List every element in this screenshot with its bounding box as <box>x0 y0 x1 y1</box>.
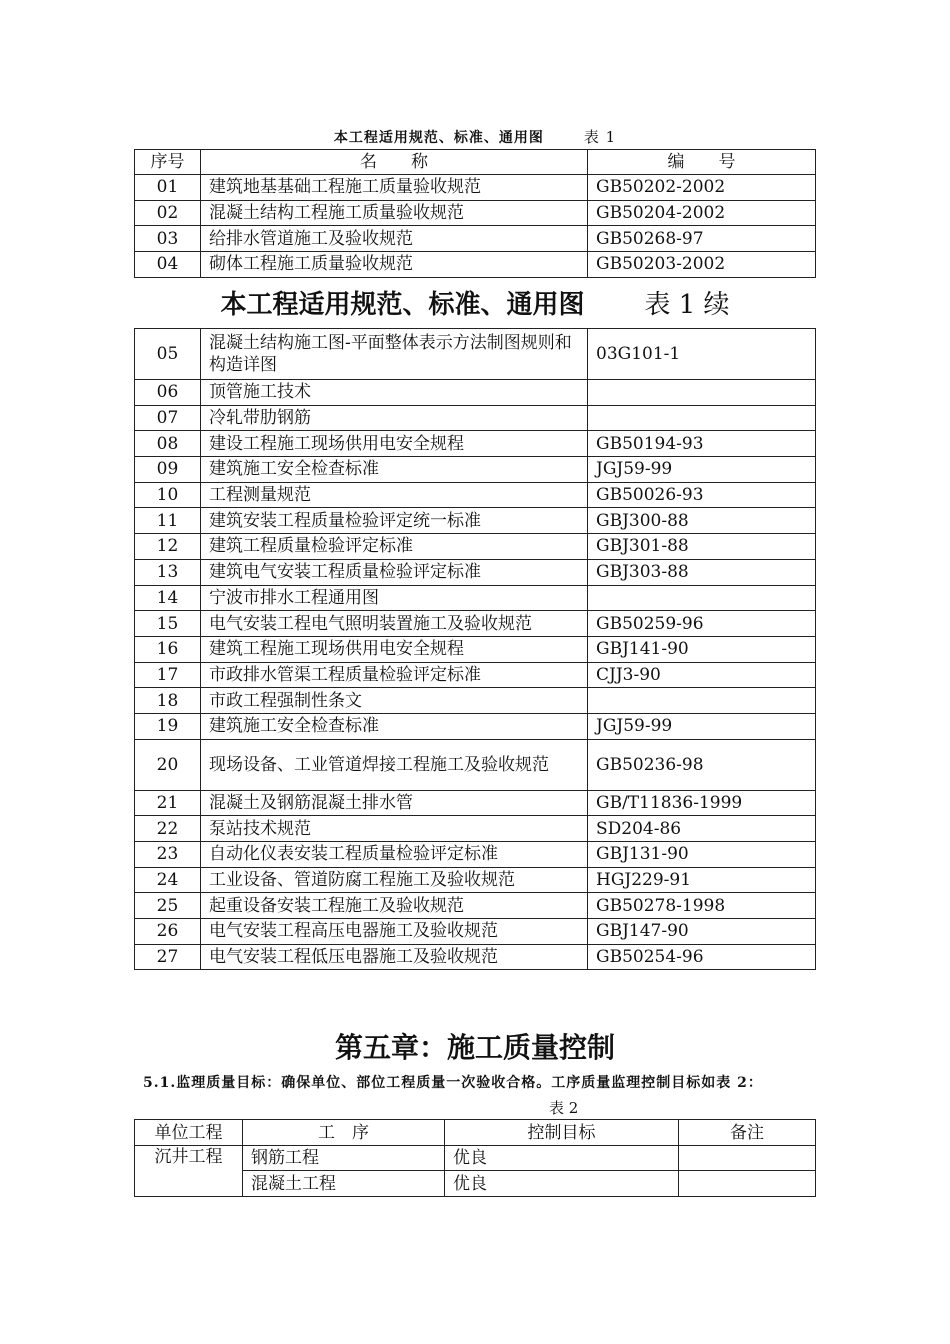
table-row <box>135 252 816 278</box>
name-cell: 冷轧带肋钢筋 <box>201 405 588 431</box>
table-row <box>135 739 816 790</box>
row-number-cell: 05 <box>135 329 201 380</box>
table-row <box>135 329 816 380</box>
table-row <box>135 380 816 406</box>
code-cell: GB50203-2002 <box>588 252 816 278</box>
code-cell: GB50254-96 <box>588 944 816 970</box>
table-cell <box>679 1146 816 1171</box>
row-number-cell: 17 <box>135 662 201 688</box>
table1-caption <box>0 126 950 147</box>
table1b-caption <box>0 284 950 321</box>
row-number-cell: 07 <box>135 405 201 431</box>
name-cell: 混凝土结构施工图-平面整体表示方法制图规则和构造详图 <box>201 329 588 380</box>
table-row <box>135 534 816 560</box>
row-number-cell: 13 <box>135 559 201 585</box>
table-header-row <box>135 1120 816 1146</box>
table1b <box>134 328 816 970</box>
table-row <box>135 559 816 585</box>
row-number-cell: 24 <box>135 867 201 893</box>
table-row <box>135 457 816 483</box>
name-cell: 混凝土及钢筋混凝土排水管 <box>201 790 588 816</box>
table-header-row <box>135 150 816 175</box>
name-cell: 工程测量规范 <box>201 482 588 508</box>
table-cell: 钢筋工程 <box>243 1146 445 1171</box>
name-cell: 工业设备、管道防腐工程施工及验收规范 <box>201 867 588 893</box>
table1 <box>134 149 816 278</box>
name-cell: 电气安装工程高压电器施工及验收规范 <box>201 919 588 945</box>
code-cell: JGJ59-99 <box>588 713 816 739</box>
code-cell: GB50204-2002 <box>588 200 816 226</box>
code-cell: GBJ303-88 <box>588 559 816 585</box>
code-cell <box>588 585 816 611</box>
row-number-cell: 20 <box>135 739 201 790</box>
code-cell <box>588 688 816 714</box>
row-number-cell: 03 <box>135 226 201 252</box>
table-row <box>135 842 816 868</box>
code-cell: GBJ301-88 <box>588 534 816 560</box>
table1-tag: 表 1 <box>583 128 617 146</box>
name-cell: 建筑安装工程质量检验评定统一标准 <box>201 508 588 534</box>
name-cell: 顶管施工技术 <box>201 380 588 406</box>
table-row <box>135 867 816 893</box>
row-number-cell: 02 <box>135 200 201 226</box>
table1-title: 本工程适用规范、标准、通用图 <box>333 130 544 146</box>
row-number-cell: 27 <box>135 944 201 970</box>
code-cell: GBJ141-90 <box>588 636 816 662</box>
table-row <box>135 1146 816 1171</box>
table-cell: 优良 <box>445 1146 679 1171</box>
table-row <box>135 662 816 688</box>
code-cell: CJJ3-90 <box>588 662 816 688</box>
header-cell: 单位工程 <box>135 1120 243 1146</box>
code-cell: HGJ229-91 <box>588 867 816 893</box>
name-cell: 市政排水管渠工程质量检验评定标准 <box>201 662 588 688</box>
name-cell: 建筑工程质量检验评定标准 <box>201 534 588 560</box>
table-row <box>135 431 816 457</box>
table-row <box>135 226 816 252</box>
table-row <box>135 790 816 816</box>
table2-tag: 表 2 <box>549 1099 579 1117</box>
row-number-cell: 21 <box>135 790 201 816</box>
header-cell: 编 号 <box>588 150 816 175</box>
table-cell <box>679 1171 816 1197</box>
code-cell: JGJ59-99 <box>588 457 816 483</box>
unit-cell: 沉井工程 <box>135 1146 243 1197</box>
name-cell: 宁波市排水工程通用图 <box>201 585 588 611</box>
header-cell: 备注 <box>679 1120 816 1146</box>
table-row <box>135 893 816 919</box>
chapter-title: 第五章：施工质量控制 <box>334 1031 615 1064</box>
table-row <box>135 688 816 714</box>
name-cell: 建设工程施工现场供用电安全规程 <box>201 431 588 457</box>
table-row <box>135 175 816 201</box>
row-number-cell: 23 <box>135 842 201 868</box>
code-cell: GB50268-97 <box>588 226 816 252</box>
quality-goal-paragraph: 5.1.监理质量目标：确保单位、部位工程质量一次验收合格。工序质量监理控制目标如表 2： <box>143 1075 763 1091</box>
row-number-cell: 08 <box>135 431 201 457</box>
code-cell: GB/T11836-1999 <box>588 790 816 816</box>
code-cell <box>588 380 816 406</box>
table-cell: 优良 <box>445 1171 679 1197</box>
table1b-tag: 表 1 续 <box>644 290 730 320</box>
row-number-cell: 22 <box>135 816 201 842</box>
name-cell: 建筑工程施工现场供用电安全规程 <box>201 636 588 662</box>
table-row <box>135 816 816 842</box>
row-number-cell: 11 <box>135 508 201 534</box>
name-cell: 建筑施工安全检查标准 <box>201 457 588 483</box>
table-row <box>135 944 816 970</box>
row-number-cell: 25 <box>135 893 201 919</box>
name-cell: 砌体工程施工质量验收规范 <box>201 252 588 278</box>
row-number-cell: 15 <box>135 611 201 637</box>
name-cell: 自动化仪表安装工程质量检验评定标准 <box>201 842 588 868</box>
code-cell: GB50202-2002 <box>588 175 816 201</box>
table-row <box>135 585 816 611</box>
row-number-cell: 26 <box>135 919 201 945</box>
row-number-cell: 04 <box>135 252 201 278</box>
name-cell: 建筑电气安装工程质量检验评定标准 <box>201 559 588 585</box>
code-cell: GBJ131-90 <box>588 842 816 868</box>
name-cell: 建筑施工安全检查标准 <box>201 713 588 739</box>
row-number-cell: 06 <box>135 380 201 406</box>
code-cell: GBJ300-88 <box>588 508 816 534</box>
table1b-title: 本工程适用规范、标准、通用图 <box>220 290 585 320</box>
row-number-cell: 12 <box>135 534 201 560</box>
code-cell: 03G101-1 <box>588 329 816 380</box>
table-row <box>135 611 816 637</box>
row-number-cell: 18 <box>135 688 201 714</box>
row-number-cell: 10 <box>135 482 201 508</box>
header-cell: 工 序 <box>243 1120 445 1146</box>
name-cell: 现场设备、工业管道焊接工程施工及验收规范 <box>201 739 588 790</box>
name-cell: 市政工程强制性条文 <box>201 688 588 714</box>
row-number-cell: 01 <box>135 175 201 201</box>
table-row <box>135 919 816 945</box>
code-cell <box>588 405 816 431</box>
name-cell: 泵站技术规范 <box>201 816 588 842</box>
header-cell: 名 称 <box>201 150 588 175</box>
row-number-cell: 19 <box>135 713 201 739</box>
name-cell: 给排水管道施工及验收规范 <box>201 226 588 252</box>
name-cell: 起重设备安装工程施工及验收规范 <box>201 893 588 919</box>
code-cell: SD204-86 <box>588 816 816 842</box>
code-cell: GB50236-98 <box>588 739 816 790</box>
table-row <box>135 713 816 739</box>
table-row <box>135 405 816 431</box>
name-cell: 建筑地基基础工程施工质量验收规范 <box>201 175 588 201</box>
name-cell: 混凝土结构工程施工质量验收规范 <box>201 200 588 226</box>
header-cell: 序号 <box>135 150 201 175</box>
table-row <box>135 636 816 662</box>
header-cell: 控制目标 <box>445 1120 679 1146</box>
code-cell: GBJ147-90 <box>588 919 816 945</box>
code-cell: GB50278-1998 <box>588 893 816 919</box>
code-cell: GB50259-96 <box>588 611 816 637</box>
name-cell: 电气安装工程电气照明装置施工及验收规范 <box>201 611 588 637</box>
table-row <box>135 200 816 226</box>
table-row <box>135 508 816 534</box>
table-cell: 混凝土工程 <box>243 1171 445 1197</box>
code-cell: GB50194-93 <box>588 431 816 457</box>
code-cell: GB50026-93 <box>588 482 816 508</box>
table2 <box>134 1119 816 1197</box>
name-cell: 电气安装工程低压电器施工及验收规范 <box>201 944 588 970</box>
row-number-cell: 09 <box>135 457 201 483</box>
row-number-cell: 14 <box>135 585 201 611</box>
table-row <box>135 482 816 508</box>
row-number-cell: 16 <box>135 636 201 662</box>
